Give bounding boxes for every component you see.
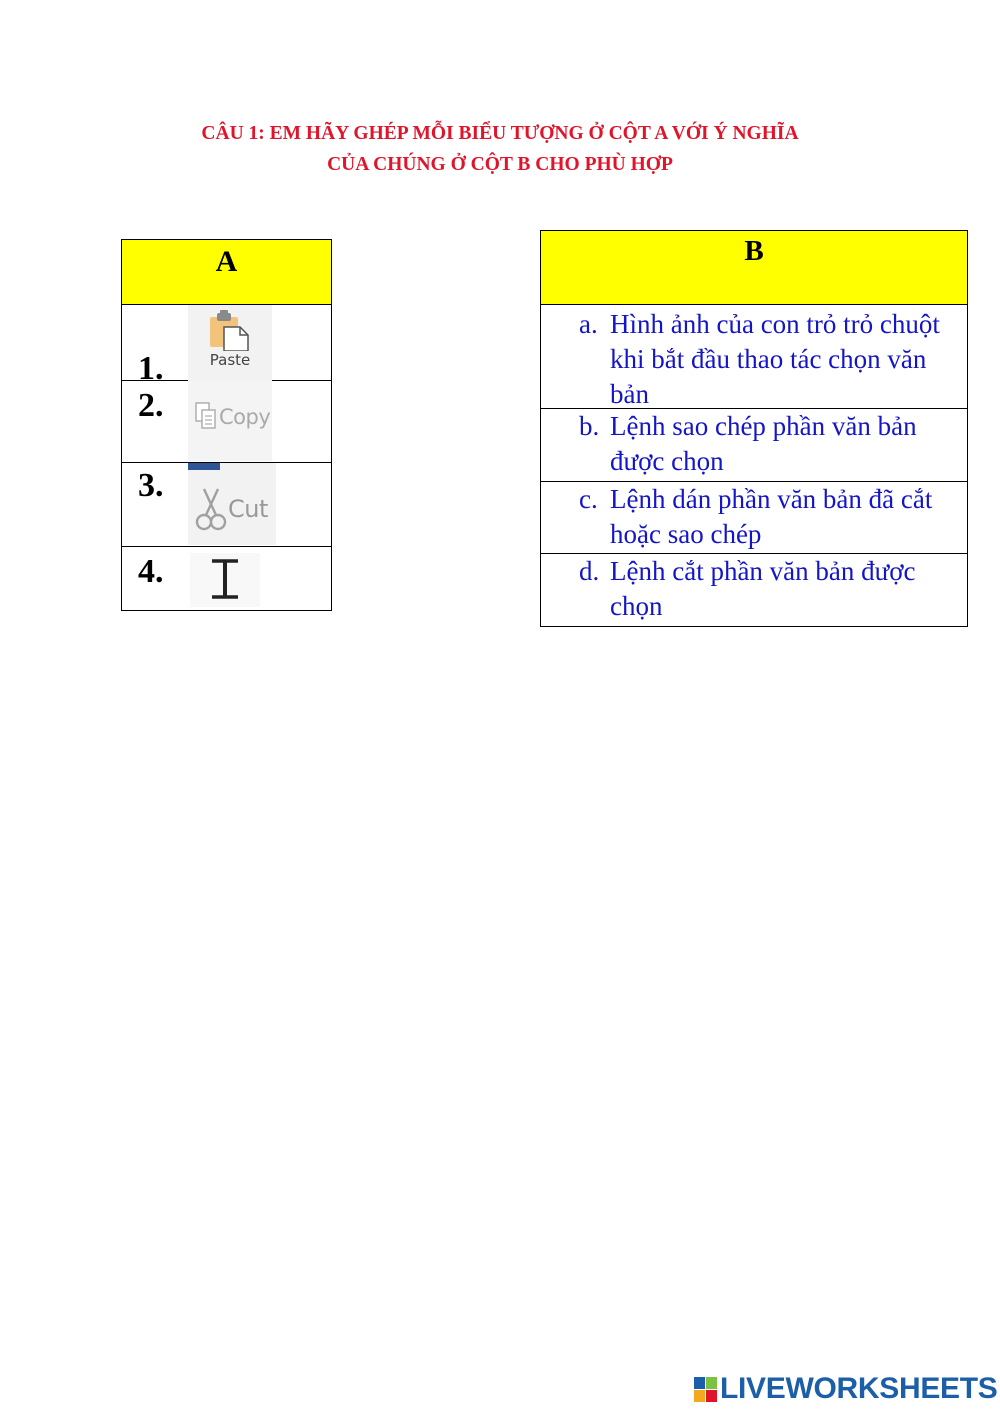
row-text: Hình ảnh của con trỏ trỏ chuột khi bắt đầu thao tác chọn văn bản bbox=[610, 309, 940, 409]
column-a-row-2[interactable] bbox=[122, 381, 331, 463]
liveworksheets-logo bbox=[694, 1374, 998, 1404]
row-text: Lệnh sao chép phần văn bản được chọn bbox=[610, 411, 917, 476]
title-line-1: CÂU 1: EM HÃY GHÉP MỖI BIỂU TƯỢNG Ở CỘT A VỚI Ý NGHĨA bbox=[201, 123, 799, 144]
row-number: 2. bbox=[138, 387, 164, 424]
row-letter: a. bbox=[579, 309, 598, 339]
row-text: Lệnh dán phần văn bản đã cắt hoặc sao chép bbox=[610, 484, 933, 549]
column-b-row-a[interactable] bbox=[541, 305, 967, 409]
column-a-row-3[interactable] bbox=[122, 463, 331, 547]
blue-marker bbox=[188, 463, 220, 470]
column-a-row-4[interactable] bbox=[122, 547, 331, 610]
column-b-header: B bbox=[541, 231, 967, 305]
paste-icon bbox=[188, 305, 272, 381]
row-letter: b. bbox=[579, 411, 600, 441]
brand-text: LIVEWORKSHEETS bbox=[720, 1372, 998, 1405]
column-b-table bbox=[540, 230, 968, 627]
cut-label: Cut bbox=[228, 495, 268, 523]
column-a-table bbox=[121, 239, 332, 611]
paste-label: Paste bbox=[209, 351, 251, 369]
row-number: 4. bbox=[138, 553, 164, 590]
column-b-row-b[interactable] bbox=[541, 409, 967, 482]
row-number: 1. bbox=[138, 350, 164, 387]
column-b-row-d[interactable] bbox=[541, 554, 967, 626]
column-a-header: A bbox=[122, 240, 331, 305]
row-number: 3. bbox=[138, 467, 164, 504]
brand-icon bbox=[694, 1377, 717, 1402]
copy-label: Copy bbox=[219, 405, 271, 429]
column-a-row-1[interactable] bbox=[122, 305, 331, 387]
copy-icon bbox=[188, 381, 272, 461]
column-b-row-c[interactable] bbox=[541, 482, 967, 554]
ibeam-cursor-icon bbox=[190, 553, 260, 607]
cut-icon bbox=[188, 463, 276, 545]
row-text: Lệnh cắt phần văn bản được chọn bbox=[610, 556, 916, 621]
row-letter: d. bbox=[579, 556, 600, 586]
title-line-2: CỦA CHÚNG Ở CỘT B CHO PHÙ HỢP bbox=[327, 154, 673, 175]
question-title bbox=[100, 118, 900, 180]
row-letter: c. bbox=[579, 484, 598, 514]
